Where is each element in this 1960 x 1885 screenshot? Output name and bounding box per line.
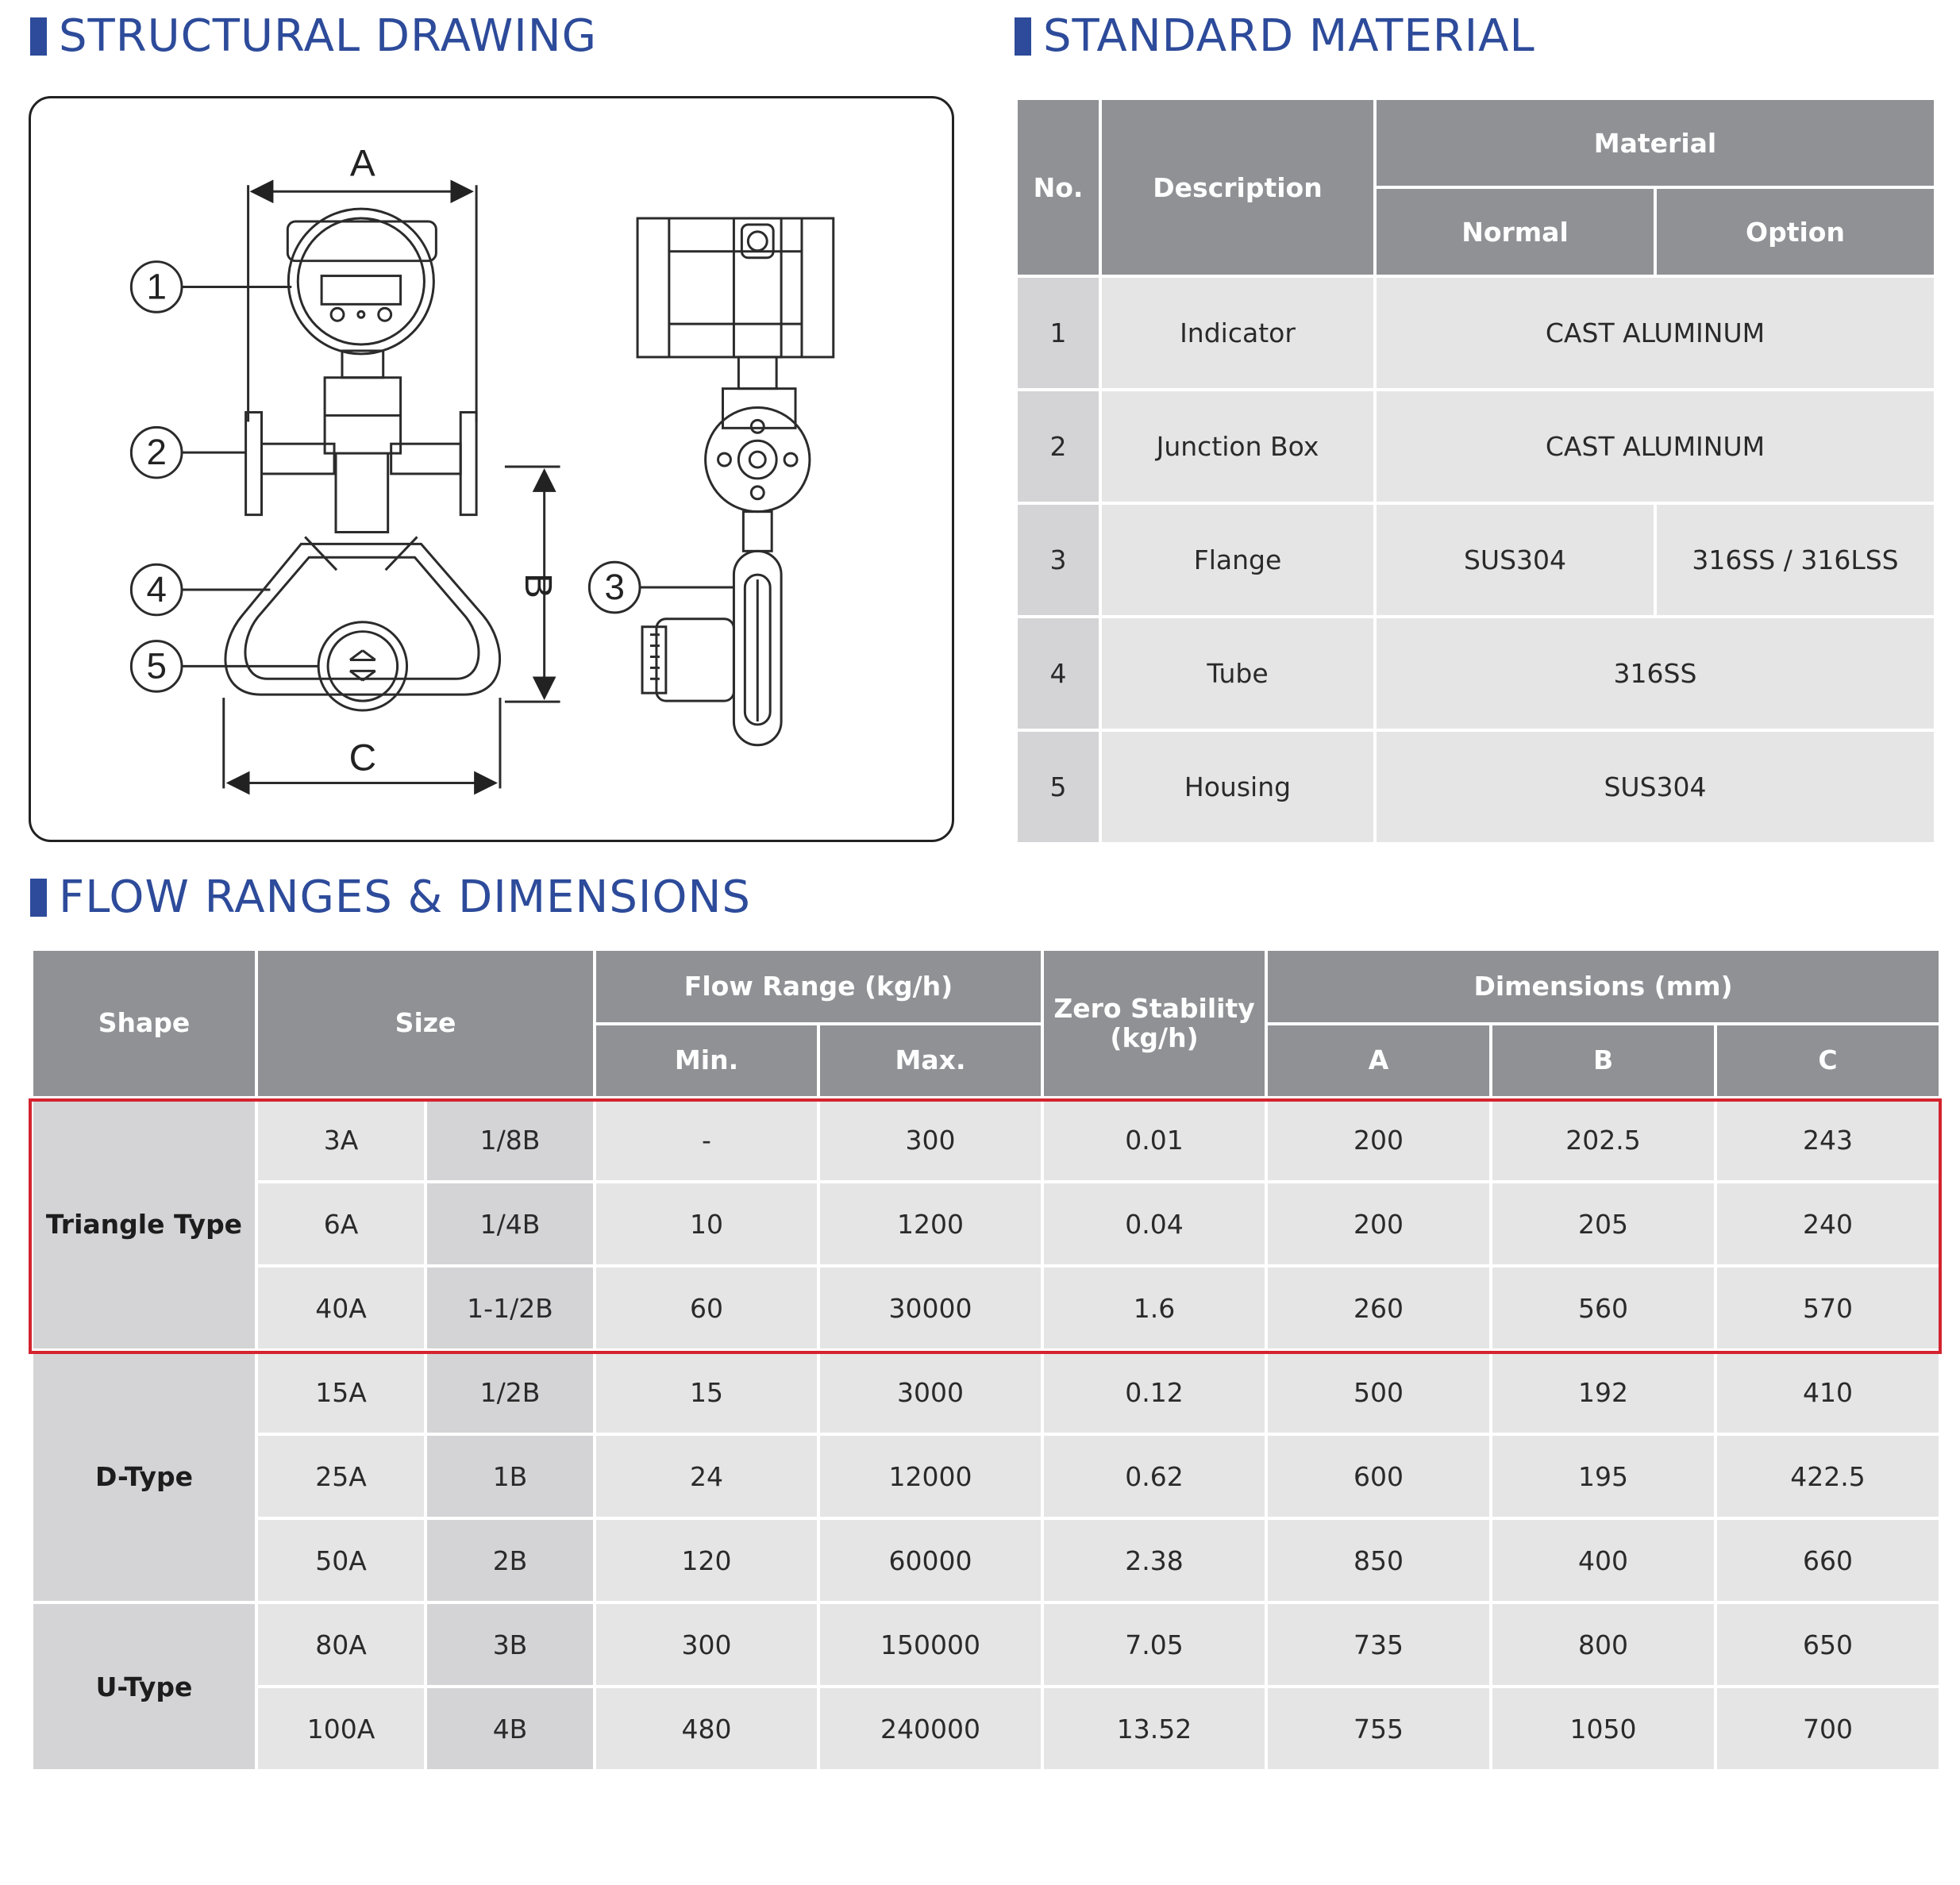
dim-b-cell: 195 xyxy=(1491,1434,1715,1518)
flow-header-size: Size xyxy=(256,949,595,1098)
zero-stability-cell: 2.38 xyxy=(1042,1518,1266,1602)
max-cell: 30000 xyxy=(818,1266,1042,1350)
max-cell: 1200 xyxy=(818,1182,1042,1266)
flow-ranges-title xyxy=(30,871,751,923)
dim-a-cell: 200 xyxy=(1266,1182,1491,1266)
material-row-description: Junction Box xyxy=(1100,390,1375,503)
callout-1: 1 xyxy=(146,266,167,307)
callout-5: 5 xyxy=(146,645,167,687)
max-cell: 150000 xyxy=(818,1602,1042,1687)
material-row-option: 316SS / 316LSS xyxy=(1655,503,1935,617)
max-cell: 60000 xyxy=(818,1518,1042,1602)
callout-3: 3 xyxy=(604,566,625,607)
structural-drawing-title-text: STRUCTURAL DRAWING xyxy=(59,10,598,62)
dim-b-cell: 560 xyxy=(1491,1266,1715,1350)
dimension-b-label: B xyxy=(516,573,559,598)
flow-header-min: Min. xyxy=(595,1024,818,1098)
flow-header-dim-b: B xyxy=(1491,1024,1715,1098)
dim-a-cell: 600 xyxy=(1266,1434,1491,1518)
size-b-cell: 1/2B xyxy=(426,1350,595,1434)
structural-drawing-title xyxy=(30,10,598,62)
flow-header-zero-stability-line-2: (kg/h) xyxy=(1110,1021,1199,1053)
material-row-no: 1 xyxy=(1016,276,1100,390)
table-row xyxy=(32,1434,1940,1518)
flowmeter-drawing xyxy=(31,98,952,840)
dim-c-cell: 422.5 xyxy=(1715,1434,1940,1518)
material-row-material: SUS304 xyxy=(1375,730,1935,844)
shape-cell: U-Type xyxy=(32,1602,256,1771)
max-cell: 240000 xyxy=(818,1687,1042,1771)
callout-2: 2 xyxy=(146,432,167,473)
material-row-description: Indicator xyxy=(1100,276,1375,390)
zero-stability-cell: 7.05 xyxy=(1042,1602,1266,1687)
dim-c-cell: 700 xyxy=(1715,1687,1940,1771)
size-b-cell: 1-1/2B xyxy=(426,1266,595,1350)
table-row xyxy=(32,1602,1940,1687)
dim-b-cell: 400 xyxy=(1491,1518,1715,1602)
dim-a-cell: 500 xyxy=(1266,1350,1491,1434)
material-header-option: Option xyxy=(1655,187,1935,276)
material-header-material: Material xyxy=(1375,98,1935,187)
material-row-no: 2 xyxy=(1016,390,1100,503)
dim-c-cell: 410 xyxy=(1715,1350,1940,1434)
material-row xyxy=(1016,390,1935,503)
min-cell: 60 xyxy=(595,1266,818,1350)
material-row-description: Tube xyxy=(1100,617,1375,730)
flow-header-zero-stability xyxy=(1042,949,1266,1098)
table-row xyxy=(32,1182,1940,1266)
zero-stability-cell: 1.6 xyxy=(1042,1266,1266,1350)
callout-4: 4 xyxy=(146,568,167,610)
size-a-cell: 80A xyxy=(256,1602,426,1687)
title-marker xyxy=(30,17,47,56)
flow-header-dim-c: C xyxy=(1715,1024,1940,1098)
table-row xyxy=(32,1687,1940,1771)
material-row-material: CAST ALUMINUM xyxy=(1375,276,1935,390)
dim-a-cell: 735 xyxy=(1266,1602,1491,1687)
material-header-description: Description xyxy=(1100,98,1375,276)
dim-a-cell: 755 xyxy=(1266,1687,1491,1771)
shape-cell: D-Type xyxy=(32,1350,256,1602)
flow-header-dim-a: A xyxy=(1266,1024,1491,1098)
material-row-normal: SUS304 xyxy=(1375,503,1655,617)
min-cell: - xyxy=(595,1098,818,1182)
flow-header-max: Max. xyxy=(818,1024,1042,1098)
size-b-cell: 1B xyxy=(426,1434,595,1518)
material-row-material: CAST ALUMINUM xyxy=(1375,390,1935,503)
flow-ranges-title-text: FLOW RANGES & DIMENSIONS xyxy=(59,871,751,923)
standard-material-title-text: STANDARD MATERIAL xyxy=(1043,10,1535,62)
dim-b-cell: 202.5 xyxy=(1491,1098,1715,1182)
material-row xyxy=(1016,503,1935,617)
max-cell: 12000 xyxy=(818,1434,1042,1518)
material-row-material: 316SS xyxy=(1375,617,1935,730)
flow-header-dimensions: Dimensions (mm) xyxy=(1266,949,1940,1024)
size-a-cell: 50A xyxy=(256,1518,426,1602)
size-a-cell: 6A xyxy=(256,1182,426,1266)
material-row-description: Housing xyxy=(1100,730,1375,844)
size-b-cell: 1/4B xyxy=(426,1182,595,1266)
min-cell: 480 xyxy=(595,1687,818,1771)
size-a-cell: 40A xyxy=(256,1266,426,1350)
material-header-normal: Normal xyxy=(1375,187,1655,276)
title-marker xyxy=(1015,17,1031,56)
standard-material-title xyxy=(1015,10,1535,62)
dim-c-cell: 650 xyxy=(1715,1602,1940,1687)
material-row xyxy=(1016,617,1935,730)
dim-c-cell: 660 xyxy=(1715,1518,1940,1602)
material-row-description: Flange xyxy=(1100,503,1375,617)
size-a-cell: 25A xyxy=(256,1434,426,1518)
min-cell: 24 xyxy=(595,1434,818,1518)
zero-stability-cell: 0.01 xyxy=(1042,1098,1266,1182)
dimension-c-label: C xyxy=(348,737,377,779)
table-row xyxy=(32,1518,1940,1602)
flow-header-zero-stability-line-1: Zero Stability xyxy=(1053,993,1255,1025)
material-header-no: No. xyxy=(1016,98,1100,276)
size-b-cell: 4B xyxy=(426,1687,595,1771)
material-row xyxy=(1016,730,1935,844)
dimension-a-label: A xyxy=(349,142,375,185)
min-cell: 300 xyxy=(595,1602,818,1687)
size-a-cell: 3A xyxy=(256,1098,426,1182)
shape-cell: Triangle Type xyxy=(32,1098,256,1350)
dim-b-cell: 1050 xyxy=(1491,1687,1715,1771)
material-row-no: 3 xyxy=(1016,503,1100,617)
min-cell: 15 xyxy=(595,1350,818,1434)
dim-a-cell: 200 xyxy=(1266,1098,1491,1182)
zero-stability-cell: 0.12 xyxy=(1042,1350,1266,1434)
size-b-cell: 1/8B xyxy=(426,1098,595,1182)
material-row-no: 4 xyxy=(1016,617,1100,730)
table-row xyxy=(32,1266,1940,1350)
structural-drawing-panel xyxy=(29,96,954,842)
max-cell: 300 xyxy=(818,1098,1042,1182)
dim-c-cell: 243 xyxy=(1715,1098,1940,1182)
flow-header-flow-range: Flow Range (kg/h) xyxy=(595,949,1042,1024)
flow-header-shape: Shape xyxy=(32,949,256,1098)
dim-b-cell: 800 xyxy=(1491,1602,1715,1687)
dim-b-cell: 205 xyxy=(1491,1182,1715,1266)
min-cell: 10 xyxy=(595,1182,818,1266)
min-cell: 120 xyxy=(595,1518,818,1602)
dim-a-cell: 850 xyxy=(1266,1518,1491,1602)
dim-b-cell: 192 xyxy=(1491,1350,1715,1434)
size-a-cell: 15A xyxy=(256,1350,426,1434)
table-row xyxy=(32,1098,1940,1182)
zero-stability-cell: 13.52 xyxy=(1042,1687,1266,1771)
table-row xyxy=(32,1350,1940,1434)
size-a-cell: 100A xyxy=(256,1687,426,1771)
material-row-no: 5 xyxy=(1016,730,1100,844)
max-cell: 3000 xyxy=(818,1350,1042,1434)
size-b-cell: 2B xyxy=(426,1518,595,1602)
zero-stability-cell: 0.62 xyxy=(1042,1434,1266,1518)
dim-c-cell: 240 xyxy=(1715,1182,1940,1266)
size-b-cell: 3B xyxy=(426,1602,595,1687)
material-row xyxy=(1016,276,1935,390)
zero-stability-cell: 0.04 xyxy=(1042,1182,1266,1266)
dim-a-cell: 260 xyxy=(1266,1266,1491,1350)
flow-ranges-table xyxy=(30,948,1942,1772)
standard-material-table xyxy=(1015,97,1937,845)
title-marker xyxy=(30,879,47,917)
dim-c-cell: 570 xyxy=(1715,1266,1940,1350)
